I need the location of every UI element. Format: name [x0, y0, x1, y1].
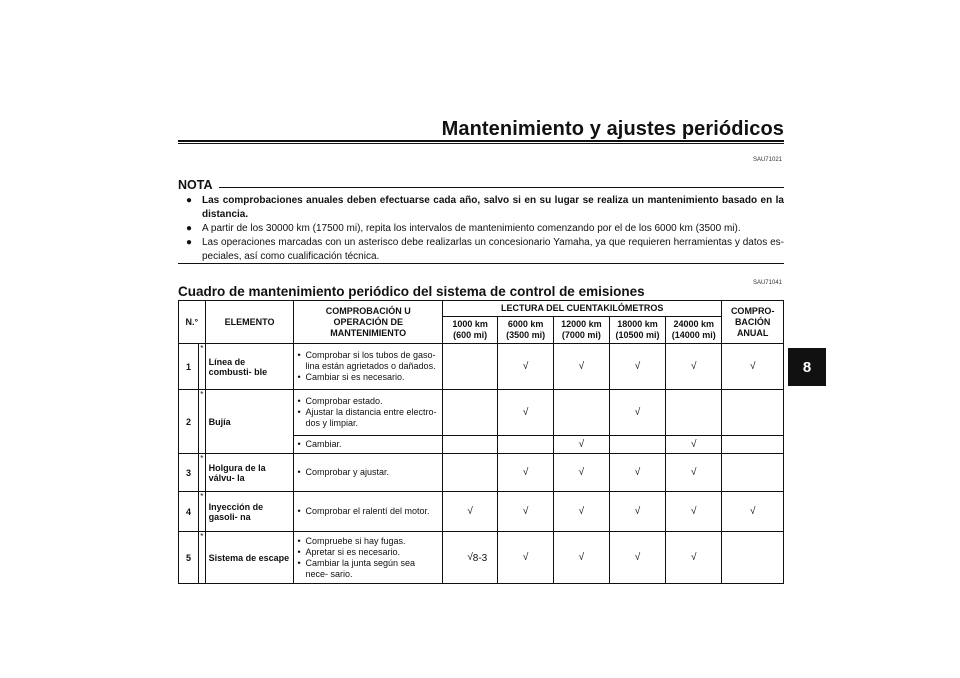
check-cell — [442, 390, 497, 436]
interval-header: 6000 km (3500 mi) — [498, 317, 554, 344]
col-header-annual: COMPRO- BACIÓN ANUAL — [722, 301, 784, 344]
nota-end-rule — [178, 263, 784, 264]
check-cell — [442, 436, 497, 454]
check-cell: √ — [498, 344, 554, 390]
asterisk-mark: * — [198, 344, 205, 390]
table-row — [179, 390, 784, 436]
interval-header: 1000 km (600 mi) — [442, 317, 497, 344]
check-cell: √ — [442, 532, 497, 584]
table-row — [179, 344, 784, 390]
table-row — [179, 492, 784, 532]
chapter-tab[interactable]: 8 — [788, 348, 826, 386]
bullet-icon: ● — [186, 237, 193, 248]
check-cell: √ — [553, 492, 609, 532]
row-number: 2 — [179, 390, 199, 454]
check-cell: √ — [666, 436, 722, 454]
table-header-row — [179, 301, 784, 317]
check-cell: √ — [498, 390, 554, 436]
check-cell: √ — [609, 532, 665, 584]
check-cell — [722, 390, 784, 436]
check-cell: √ — [609, 454, 665, 492]
check-cell: √ — [553, 454, 609, 492]
check-cell — [442, 344, 497, 390]
row-element: Sistema de escape — [205, 532, 294, 584]
check-cell: √ — [498, 532, 554, 584]
page-header-title: Mantenimiento y ajustes periódicos — [441, 118, 784, 140]
interval-header: 18000 km (10500 mi) — [609, 317, 665, 344]
row-number: 4 — [179, 492, 199, 532]
check-cell: √ — [722, 344, 784, 390]
check-cell — [553, 390, 609, 436]
interval-header: 12000 km (7000 mi) — [553, 317, 609, 344]
nota-item: ● Las comprobaciones anuales deben efectuarse cada año, salvo si en su lugar se realiza un mantenimiento basado en la distancia. — [186, 195, 784, 220]
row-element: Holgura de la válvu- la — [205, 454, 294, 492]
check-cell: √ — [553, 344, 609, 390]
nota-label: NOTA — [178, 178, 213, 192]
check-cell: √ — [553, 436, 609, 454]
nota-list — [178, 194, 784, 264]
check-cell: √ — [498, 454, 554, 492]
check-cell — [442, 454, 497, 492]
check-cell: √ — [609, 344, 665, 390]
row-element: Línea de combusti- ble — [205, 344, 294, 390]
interval-header: 24000 km (14000 mi) — [666, 317, 722, 344]
col-header-odometer: LECTURA DEL CUENTAKILÓMETROS — [442, 301, 721, 317]
row-element: Inyección de gasoli- na — [205, 492, 294, 532]
check-cell: √ — [722, 492, 784, 532]
col-header-operation: COMPROBACIÓN U OPERACIÓN DE MANTENIMIENTO — [294, 301, 443, 344]
row-operations: • Comprobar el ralentí del motor. — [294, 492, 443, 532]
row-number: 3 — [179, 454, 199, 492]
header-rule — [178, 140, 784, 144]
check-cell: √ — [666, 532, 722, 584]
check-cell — [722, 454, 784, 492]
check-cell: √ — [553, 532, 609, 584]
check-cell: √ — [666, 344, 722, 390]
col-header-element: ELEMENTO — [205, 301, 294, 344]
check-cell — [498, 436, 554, 454]
row-number: 1 — [179, 344, 199, 390]
nota-rule — [219, 187, 785, 188]
nota-box — [178, 178, 784, 264]
reference-code: SAU71021 — [752, 157, 782, 163]
row-operations: • Comprobar estado. • Ajustar la distancia entre electro- dos y limpiar. — [294, 390, 443, 436]
check-cell: √ — [498, 492, 554, 532]
check-cell — [609, 436, 665, 454]
asterisk-mark: * — [198, 390, 205, 454]
nota-item: ● A partir de los 30000 km (17500 mi), repita los intervalos de mantenimiento comenzando por el de los 6000 km (3500 mi). — [186, 223, 741, 234]
check-cell — [722, 436, 784, 454]
row-element: Bujía — [205, 390, 294, 454]
col-header-num: N.° — [179, 301, 206, 344]
table-row — [179, 454, 784, 492]
check-cell: √ — [442, 492, 497, 532]
row-operations: • Comprobar si los tubos de gaso- lina están agrietados o dañados. • Cambiar si es necesario. — [294, 344, 443, 390]
page-number: 8-3 — [472, 553, 488, 564]
asterisk-mark: * — [198, 492, 205, 532]
bullet-icon: ● — [186, 195, 193, 206]
row-operations: • Cambiar. — [294, 436, 443, 454]
row-operations: • Comprobar y ajustar. — [294, 454, 443, 492]
row-operations: • Compruebe si hay fugas. • Apretar si es necesario. • Cambiar la junta según sea nece- sario. — [294, 532, 443, 584]
section-title: Cuadro de mantenimiento periódico del sistema de control de emisiones — [178, 284, 645, 299]
check-cell: √ — [666, 454, 722, 492]
check-cell — [666, 390, 722, 436]
maintenance-table — [178, 300, 784, 584]
asterisk-mark: * — [198, 454, 205, 492]
asterisk-mark: * — [198, 532, 205, 584]
reference-code: SAU71041 — [752, 280, 782, 286]
check-cell: √ — [666, 492, 722, 532]
check-cell: √ — [609, 390, 665, 436]
bullet-icon: ● — [186, 223, 193, 234]
nota-item: ● Las operaciones marcadas con un asterisco debe realizarlas un concesionario Yamaha, ya que requieren herramientas y datos es- peciales, así como cualificación técnica. — [186, 237, 784, 262]
row-number: 5 — [179, 532, 199, 584]
check-cell: √ — [609, 492, 665, 532]
